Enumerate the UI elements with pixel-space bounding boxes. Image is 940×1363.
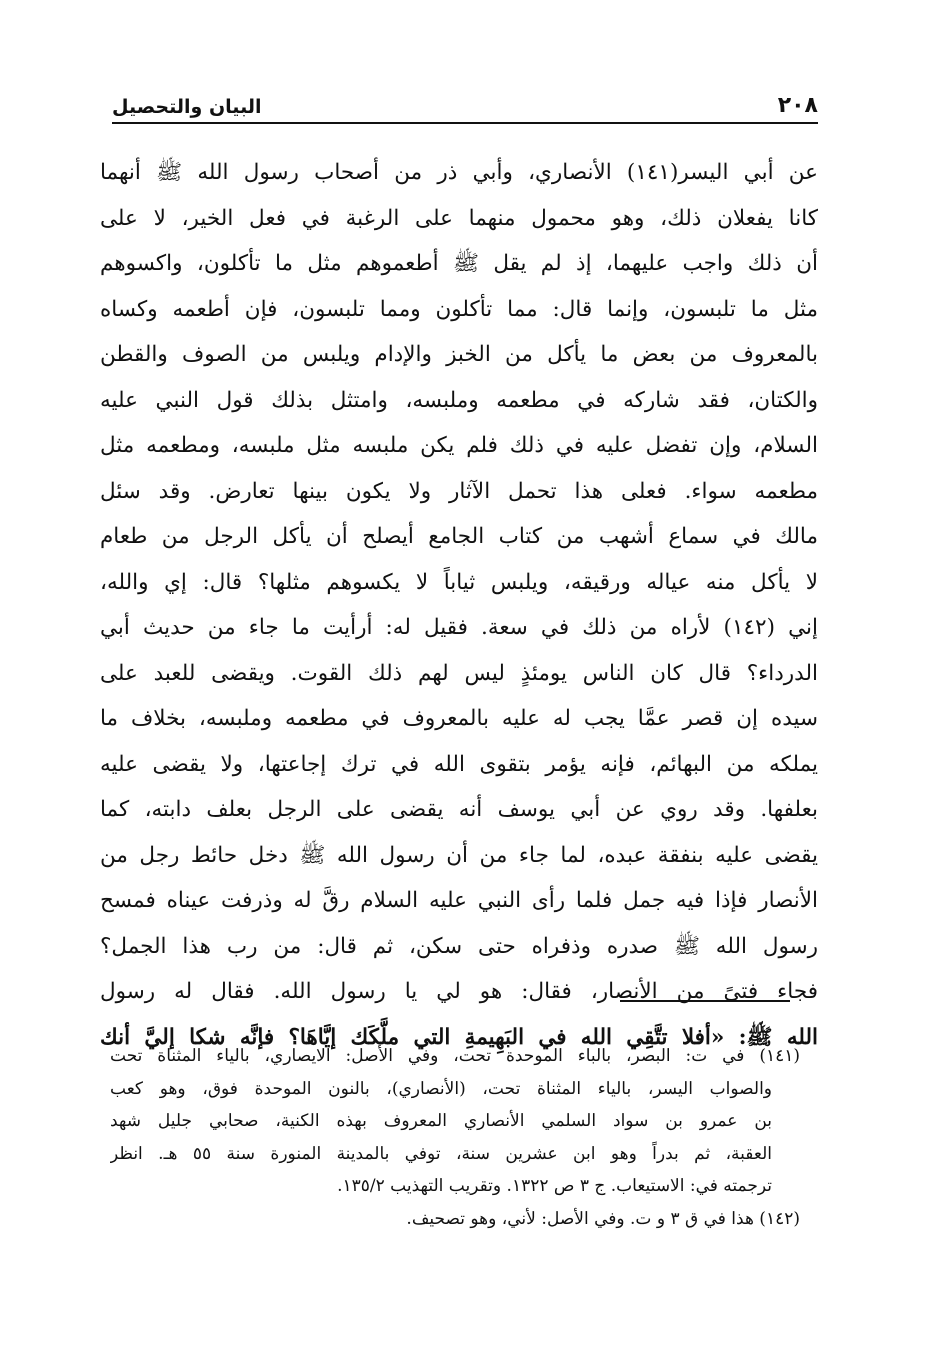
text-line: يملكه من البهائم، فإنه يؤمر بتقوى الله في ترك إجاعتها، ولا يقضى عليه xyxy=(100,751,818,777)
footnote-line: والصواب اليسر، بالياء المثناة تحت، (الأنصاري)، بالنون الموحدة فوق، وهو كعب xyxy=(110,1078,772,1099)
hadith-quote-line: الله ﷺ: «أفلا تتَّقِي الله في البَهِيمةِ التي ملَّكَك إيَّاهَا؟ فإنَّه شكا إليَّ أنك xyxy=(100,1024,818,1050)
footnote-line: العقبة، ثم بدراً وهو ابن عشرين سنة، توفي بالمدينة المنورة سنة ٥٥ هـ. انظر xyxy=(110,1143,773,1164)
text-line: الأنصار فإذا فيه جمل فلما رأى النبي عليه السلام رقَّ له وذرفت عيناه فمسح xyxy=(100,888,818,913)
text-line: بعلفها. وقد روي عن أبي يوسف أنه يقضى على الرجل بعلف دابته، كما xyxy=(100,797,818,822)
text-line: فجاء فتىً من الأنصار، فقال: هو لي يا رسول الله. فقال له رسول xyxy=(100,979,818,1004)
text-line: مطعمه سواء. فعلى هذا تحمل الآثار ولا يكون بينها تعارض. وقد سئل xyxy=(100,478,818,504)
text-line: أن ذلك واجب عليهما، إذ لم يقل ﷺ أطعموهم مثل ما تأكلون، واكسوهم xyxy=(100,251,818,276)
text-line: رسول الله ﷺ صدره وذفراه حتى سكن، ثم قال: من رب هذا الجمل؟ xyxy=(100,933,818,959)
footnote-line: (١٤١) في ت: البصر، بالباء الموحدة تحت، وفي الأصل: الايصاري، بالياء المثناة تحت xyxy=(110,1046,800,1066)
text-line: السلام، وإن تفضل عليه في ذلك فلم يكن ملبسه مثل ملبسه، ومطعمه مثل xyxy=(100,433,818,458)
footnote-separator xyxy=(620,1000,790,1002)
footnotes xyxy=(110,1040,800,1235)
text-line: بالمعروف من بعض ما يأكل من الخبز والإدام ويلبس من الصوف والقطن xyxy=(100,342,818,367)
footnote-line: (١٤٢) هذا في ق ٣ و ت. وفي الأصل: لأني، وهو تصحيف. xyxy=(406,1208,800,1229)
footnote-line: بن عمرو بن سواد السلمي الأنصاري المعروف بهذه الكنية، صحابي جليل شهد xyxy=(110,1111,772,1131)
running-title: البيان والتحصيل xyxy=(112,96,262,118)
page-number: ٢٠٨ xyxy=(777,93,818,118)
text-line: إني (١٤٢) لأراه من ذلك في سعة. فقيل له: أرأيت ما جاء من حديث أبي xyxy=(100,615,818,640)
text-line: سيده إن قصر عمَّا يجب له عليه بالمعروف في مطعمه وملبسه، بخلاف ما xyxy=(100,706,818,731)
text-line: عن أبي اليسر(١٤١) الأنصاري، وأبي ذر من أصحاب رسول الله ﷺ أنهما xyxy=(100,160,818,185)
text-line: مالك في سماع أشهب من كتاب الجامع أيصلح أن يأكل الرجل من طعام xyxy=(100,524,818,549)
footnote-line: ترجمته في: الاستيعاب. ج ٣ ص ١٣٢٢. وتقريب التهذيب ١٣٥/٢. xyxy=(337,1176,772,1196)
text-line: الدرداء؟ قال كان الناس يومئذٍ ليس لهم ذلك القوت. ويقضى للعبد على xyxy=(100,660,818,686)
text-line: يقضى عليه بنفقة عبده، لما جاء من أن رسول الله ﷺ دخل حائط رجل من xyxy=(100,842,818,868)
main-text xyxy=(100,150,818,1060)
running-header xyxy=(112,88,818,124)
text-line: والكتان، فقد شاركه في مطعمه وملبسه، وامتثل بذلك قول النبي عليه xyxy=(100,387,818,413)
text-line: لا يأكل منه عياله ورقيقه، ويلبس ثياباً لا يكسوهم مثلها؟ قال: إي والله، xyxy=(100,569,818,595)
text-line: كانا يفعلان ذلك، وهو محمول منهما على الرغبة في فعل الخير، لا على xyxy=(100,205,818,231)
text-line: مثل ما تلبسون، وإنما قال: مما تأكلون ومما تلبسون، فإن أطعمه وكساه xyxy=(100,296,818,322)
